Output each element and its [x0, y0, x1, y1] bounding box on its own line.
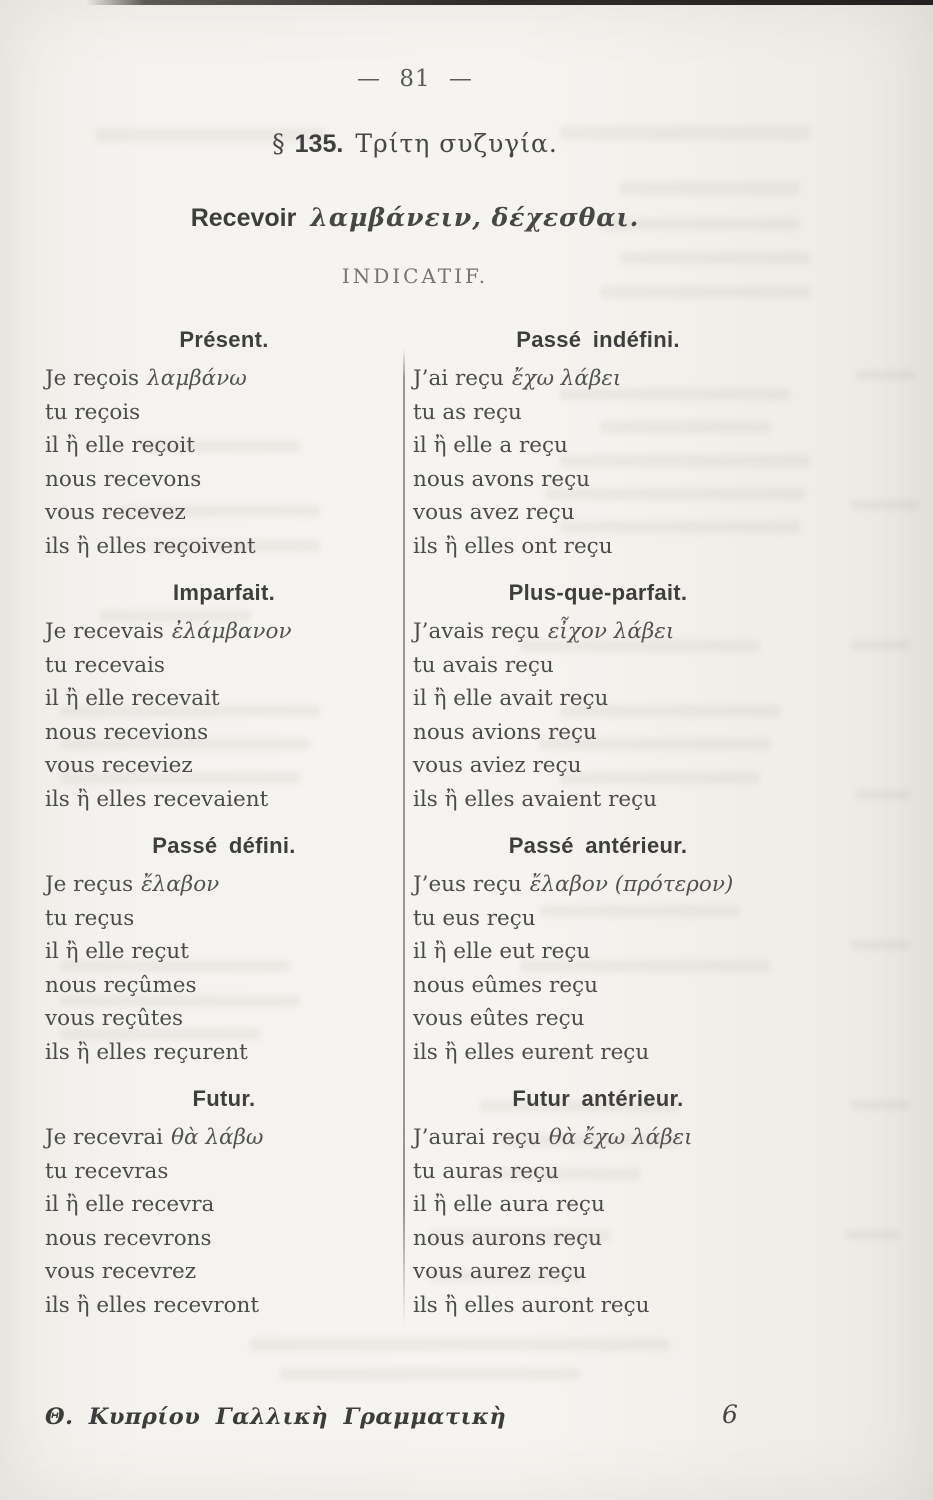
- section-title: Τρίτη συζυγία.: [355, 129, 558, 158]
- conjugation-line: il ἢ elle recevra: [45, 1192, 215, 1218]
- conjugation-line: il ἢ elle aura reçu: [413, 1192, 605, 1218]
- conjugation-line: J’ai reçu ἔχω λάβει: [413, 366, 622, 391]
- bleedthrough-mark: [620, 182, 800, 195]
- page-number: — 81 —: [357, 66, 473, 92]
- conjugation-line: vous eûtes reçu: [413, 1006, 585, 1032]
- bleedthrough-mark: [850, 940, 910, 950]
- column-divider: [403, 349, 405, 1325]
- conjugation-line: ils ἢ elles recevaient: [45, 786, 269, 812]
- conjugation-line: il ἢ elle recevait: [45, 686, 220, 712]
- conjugation-line: ils ἢ elles reçurent: [45, 1039, 248, 1065]
- conjugation-line: J’aurai reçu θὰ ἔχω λάβει: [413, 1125, 693, 1150]
- conjugation-line: Je reçus ἔλαβον: [45, 872, 220, 897]
- running-title: Θ. Κυπρίου Γαλλικὴ Γραμματικὴ: [45, 1404, 507, 1430]
- conjugation-line: il ἢ elle a reçu: [413, 433, 568, 459]
- conjugation-line: nous avions reçu: [413, 719, 597, 745]
- conjugation-line: nous reçûmes: [45, 972, 197, 998]
- conjugation-line: nous avons reçu: [413, 466, 591, 492]
- conjugation-line: vous reçûtes: [45, 1006, 184, 1032]
- verb-title-greek: λαμβάνειν, δέχεσθαι.: [310, 203, 640, 232]
- conjugation-line: vous aviez reçu: [413, 753, 582, 779]
- tense-heading: Présent.: [179, 327, 269, 352]
- tense-heading: Passé indéfini.: [516, 327, 680, 352]
- conjugation-line: ils ἢ elles avaient reçu: [413, 786, 657, 812]
- conjugation-line: Je recevrai θὰ λάβω: [45, 1125, 264, 1150]
- mood-heading: INDICATIF.: [341, 264, 489, 288]
- conjugation-line: il ἢ elle reçoit: [45, 433, 195, 459]
- conjugation-line: nous recevions: [45, 719, 209, 745]
- bleedthrough-mark: [855, 790, 910, 800]
- bleedthrough-mark: [850, 640, 910, 650]
- bleedthrough-mark: [855, 370, 915, 380]
- conjugation-line: il ἢ elle avait reçu: [413, 686, 609, 712]
- bleedthrough-mark: [850, 500, 920, 510]
- bleedthrough-mark: [250, 1338, 670, 1351]
- conjugation-line: Je recevais ἐλάμβανον: [45, 619, 292, 644]
- section-number: 135.: [294, 130, 344, 158]
- left-column: [45, 327, 403, 1339]
- tense-heading: Imparfait.: [172, 580, 276, 605]
- conjugation-line: tu as reçu: [413, 399, 522, 425]
- tense-section-imparfait: [45, 580, 403, 833]
- conjugation-line: tu avais reçu: [413, 652, 554, 678]
- conjugation-line: ils ἢ elles eurent reçu: [413, 1039, 650, 1065]
- conjugation-line: nous aurons reçu: [413, 1225, 602, 1251]
- conjugation-line: ils ἢ elles recevront: [45, 1292, 260, 1318]
- tense-heading: Futur.: [192, 1086, 256, 1111]
- conjugation-line: tu recevras: [45, 1158, 169, 1184]
- conjugation-line: tu reçois: [45, 399, 141, 425]
- conjugation-line: vous recevez: [45, 500, 186, 526]
- tense-section-plus-que-parfait: [413, 580, 783, 833]
- tense-heading: Futur antérieur.: [512, 1086, 684, 1111]
- verb-title: [0, 203, 830, 233]
- conjugation-line: vous avez reçu: [413, 500, 575, 526]
- verb-title-french: Recevoir: [190, 204, 297, 232]
- conjugation-line: vous receviez: [45, 753, 193, 779]
- conjugation-line: vous recevrez: [45, 1259, 197, 1285]
- conjugation-line: il ἢ elle reçut: [45, 939, 189, 965]
- tense-heading: Passé antérieur.: [508, 833, 688, 858]
- tense-section-passe-anterieur: [413, 833, 783, 1086]
- conjugation-line: nous recevons: [45, 466, 202, 492]
- tense-section-passe-indefini: [413, 327, 783, 580]
- tense-section-passe-defini: [45, 833, 403, 1086]
- section-symbol: §: [272, 129, 285, 158]
- bleedthrough-mark: [845, 1230, 900, 1240]
- bleedthrough-mark: [850, 1100, 910, 1110]
- conjugation-line: J’eus reçu ἔλαβον (πρότερον): [413, 872, 734, 897]
- conjugation-line: J’avais reçu εἶχον λάβει: [413, 619, 675, 644]
- conjugation-line: ils ἢ elles ont reçu: [413, 533, 613, 559]
- conjugation-line: vous aurez reçu: [413, 1259, 587, 1285]
- conjugation-line: tu eus reçu: [413, 905, 536, 931]
- scan-top-edge: [86, 0, 933, 5]
- conjugation-line: ils ἢ elles auront reçu: [413, 1292, 650, 1318]
- conjugation-line: tu recevais: [45, 652, 165, 678]
- conjugation-line: tu auras reçu: [413, 1158, 559, 1184]
- conjugation-line: nous recevrons: [45, 1225, 212, 1251]
- bleedthrough-mark: [280, 1368, 580, 1380]
- tense-section-futur-anterieur: [413, 1086, 783, 1339]
- bleedthrough-mark: [620, 252, 810, 264]
- conjugation-line: nous eûmes reçu: [413, 972, 598, 998]
- conjugation-line: ils ἢ elles reçoivent: [45, 533, 256, 559]
- tense-section-present: [45, 327, 403, 580]
- conjugation-line: Je reçois λαμβάνω: [45, 366, 247, 391]
- right-column: [413, 327, 783, 1339]
- section-heading: [0, 129, 830, 159]
- signature-number: 6: [722, 1400, 738, 1429]
- tense-heading: Passé défini.: [152, 833, 296, 858]
- conjugation-line: tu reçus: [45, 905, 135, 931]
- conjugation-line: il ἢ elle eut reçu: [413, 939, 591, 965]
- tense-section-futur: [45, 1086, 403, 1339]
- page-footer: [0, 1400, 933, 1440]
- tense-heading: Plus-que-parfait.: [508, 580, 688, 605]
